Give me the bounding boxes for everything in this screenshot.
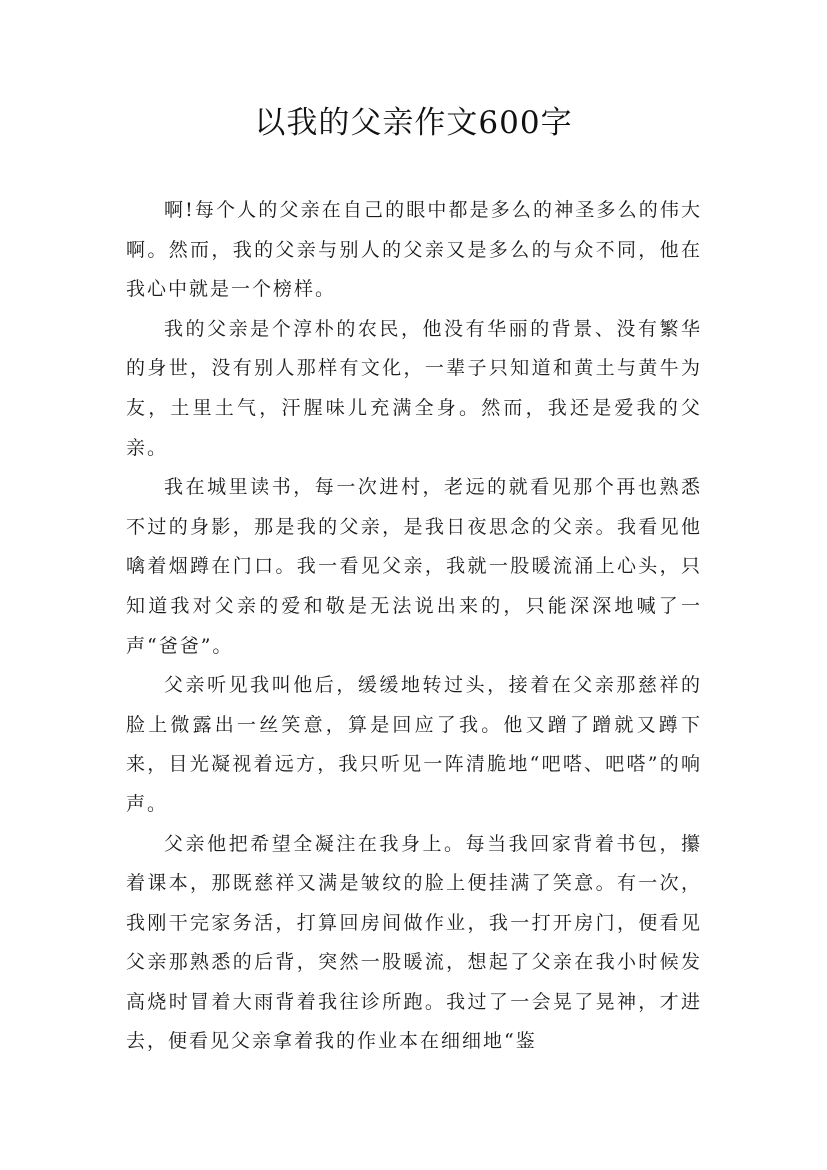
paragraph: 父亲听见我叫他后，缓缓地转过头，接着在父亲那慈祥的脸上微露出一丝笑意，算是回应了我。他又蹭了蹭就又蹲下来，目光凝视着远方，我只听见一阵清脆地“吧嗒、吧嗒”的响声。	[126, 674, 702, 815]
paragraph: 我在城里读书，每一次进村，老远的就看见那个再也熟悉不过的身影，那是我的父亲，是我日夜思念的父亲。我看见他噙着烟蹲在门口。我一看见父亲，我就一股暖流涌上心头，只知道我对父亲的爱和敬是无法说出来的，只能深深地喊了一声“爸爸”。	[126, 476, 702, 657]
paragraph: 父亲他把希望全凝注在我身上。每当我回家背着书包，攥着课本，那既慈祥又满是皱纹的脸上便挂满了笑意。有一次，我刚干完家务活，打算回房间做作业，我一打开房门，便看见父亲那熟悉的后背，突然一股暖流，想起了父亲在我小时候发高烧时冒着大雨背着我往诊所跑。我过了一会晃了晃神，才进去，便看见父亲拿着我的作业本在细细地“鉴	[126, 832, 702, 1053]
document-title: 以我的父亲作文600字	[254, 105, 573, 141]
document-body	[126, 191, 702, 1062]
paragraph: 啊!每个人的父亲在自己的眼中都是多么的神圣多么的伟大啊。然而，我的父亲与别人的父亲又是多么的与众不同，他在我心中就是一个榜样。	[126, 199, 702, 301]
paragraph: 我的父亲是个淳朴的农民，他没有华丽的背景、没有繁华的身世，没有别人那样有文化，一辈子只知道和黄土与黄牛为友，土里土气，汗腥味儿充满全身。然而，我还是爱我的父亲。	[126, 317, 702, 459]
